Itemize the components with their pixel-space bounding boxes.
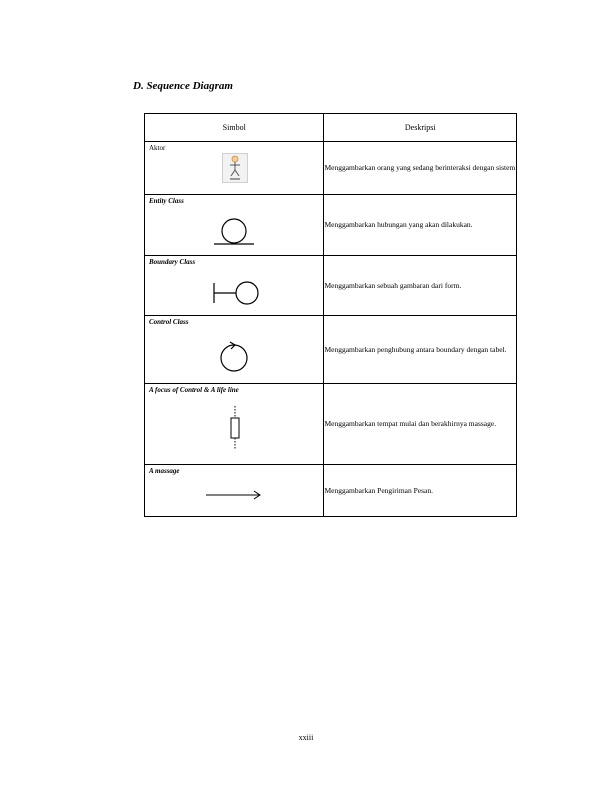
control-class-icon: [217, 340, 251, 374]
table-row: [145, 256, 517, 316]
symbol-cell: [145, 384, 324, 465]
table-header-row: [145, 114, 517, 142]
header-symbol: Simbol: [145, 114, 324, 142]
description-cell: Menggambarkan Pengiriman Pesan.: [324, 465, 517, 517]
page-number: xxiii: [298, 733, 314, 742]
symbol-cell: [145, 195, 324, 256]
description-cell: Menggambarkan tempat mulai dan berakhirnya massage.: [324, 384, 517, 465]
table-row: [145, 142, 517, 195]
description-cell: Menggambarkan penghubung antara boundary dengan tabel.: [324, 316, 517, 384]
table-row: [145, 465, 517, 517]
description-cell: Menggambarkan hubungan yang akan dilakukan.: [324, 195, 517, 256]
table-row: [145, 316, 517, 384]
entity-class-icon: [213, 215, 255, 247]
row-label: A massage: [149, 467, 180, 475]
symbol-cell: [145, 256, 324, 316]
lifeline-icon: [228, 404, 242, 452]
table-row: [145, 384, 517, 465]
row-label: A focus of Control & A life line: [149, 386, 239, 394]
symbol-cell: [145, 142, 324, 195]
symbol-table: [144, 113, 517, 517]
row-label: Boundary Class: [149, 258, 196, 266]
row-label: Control Class: [149, 318, 189, 326]
message-arrow-icon: [205, 489, 263, 501]
boundary-class-icon: [212, 279, 260, 307]
table-row: [145, 195, 517, 256]
section-heading: D. Sequence Diagram: [133, 80, 233, 92]
row-label: Entity Class: [149, 197, 184, 205]
description-cell: Menggambarkan orang yang sedang berinteraksi dengan sistem: [324, 142, 517, 195]
row-label: Aktor: [149, 144, 166, 152]
symbol-cell: [145, 465, 324, 517]
actor-icon: [222, 153, 248, 183]
symbol-cell: [145, 316, 324, 384]
header-description: Deskripsi: [324, 114, 517, 142]
description-cell: Menggambarkan sebuah gambaran dari form.: [324, 256, 517, 316]
